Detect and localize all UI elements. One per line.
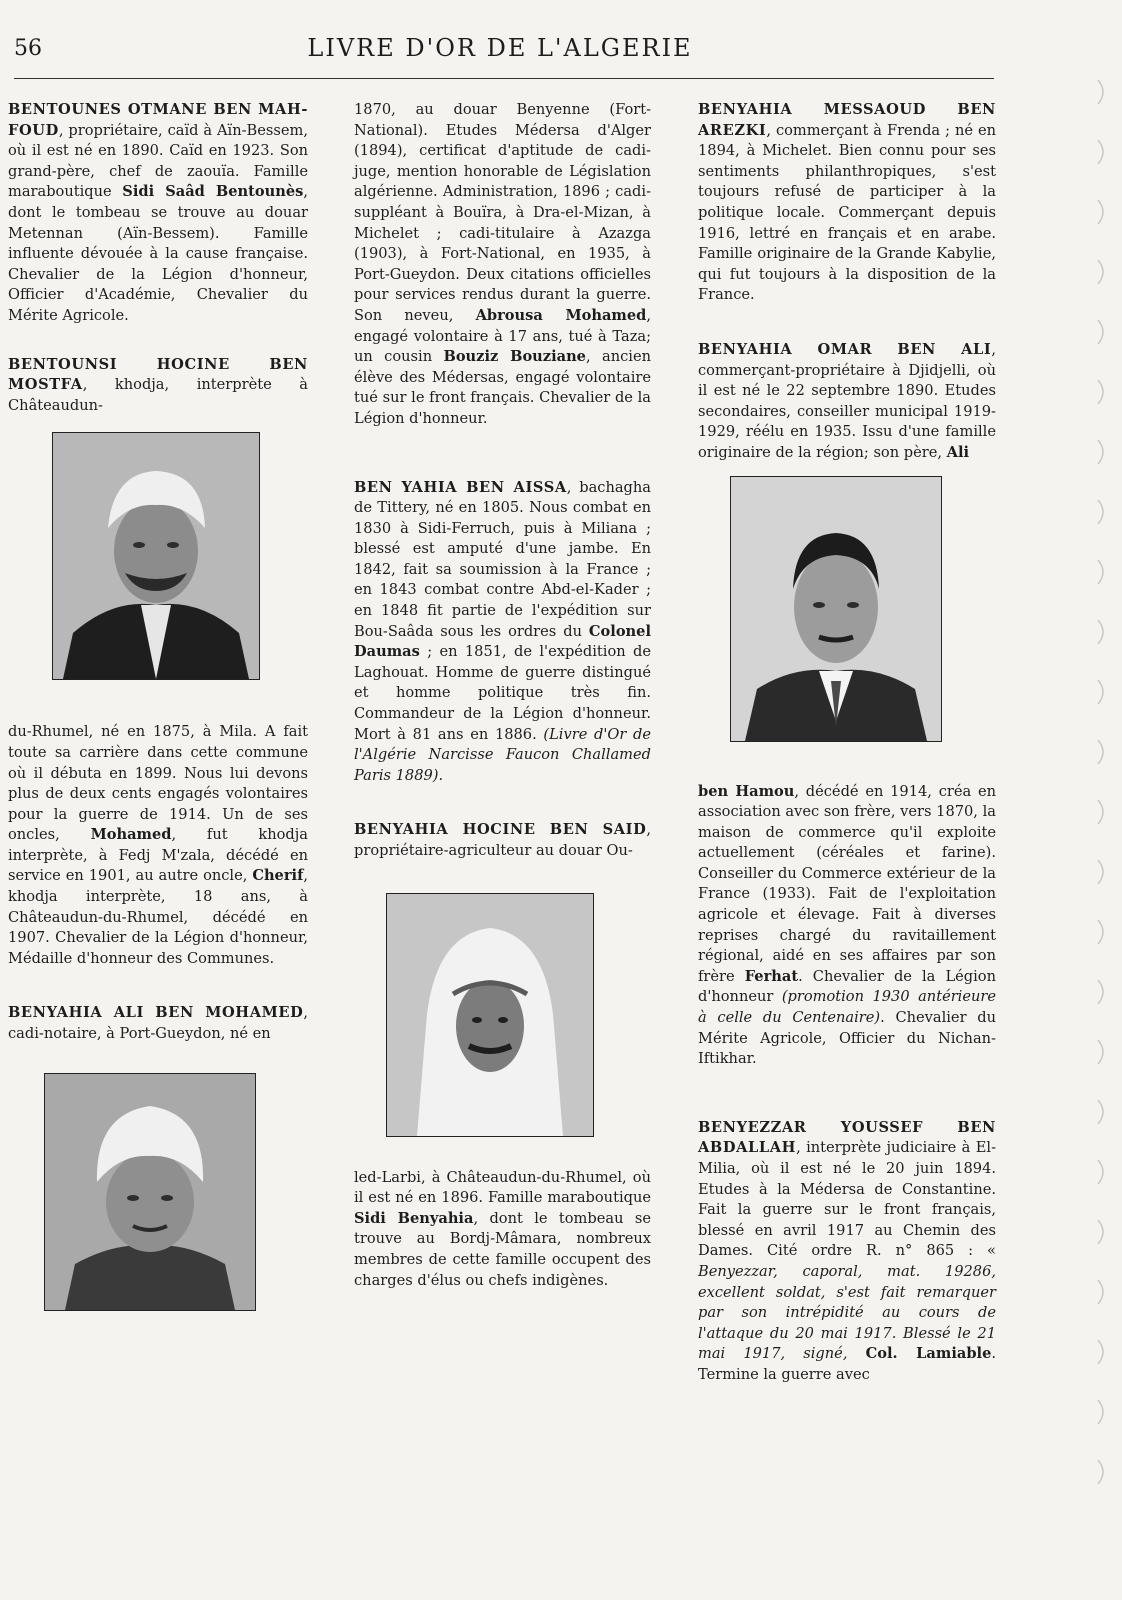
person-name: ben Hamou	[698, 782, 795, 800]
entry-benyahia-hocine	[354, 820, 651, 861]
header-rule	[14, 78, 994, 79]
entry-text: ; en 1851, de l'expédition de Laghouat. Homme de guerre distingué et homme politique très fin. Commandeur de la Légion d'honneur. Mort à 81 ans en 1886.	[354, 643, 651, 743]
entry-benyahia-omar	[698, 340, 996, 464]
person-name: Ferhat	[744, 967, 799, 985]
entry-text: , propriétaire, caïd à Aïn-Bessem, où il est né en 1890. Caïd en 1923. Son grand-père, chef de zaouïa. Famille maraboutique	[8, 121, 308, 201]
entry-text: . Chevalier du Mérite Agricole, Officier du Nichan-Iftikhar.	[698, 1009, 996, 1068]
entry-heading: BENTOUNSI HOCINE BEN MOSTFA	[8, 355, 308, 394]
entry-bentounsi-hocine	[8, 355, 308, 417]
entry-text: , cadi-notaire, à Port-Gueydon, né en	[8, 1004, 308, 1043]
running-title: LIVRE D'OR DE L'ALGERIE	[307, 34, 693, 62]
entry-text: , dont le tombeau se trouve au douar Metennan (Aïn-Bessem). Famille influente dévouée à la cause française. Chevalier de la Légion d'honneur, Officier d'Académie, Chevalier du Mérite Agricole.	[8, 183, 309, 324]
entry-text: led-Larbi, à Châteaudun-du-Rhumel, où il est né en 1896. Famille maraboutique	[354, 1168, 651, 1207]
entry-heading: BENYAHIA MESSAOUD BEN AREZKI	[698, 101, 996, 139]
entry-text: , bachagha de Tittery, né en 1805. Nous combat en 1830 à Sidi-Ferruch, puis à Miliana ; blessé est amputé d'une jambe. En 1842, fait sa soumission à la France ; en 1843 combat contre Abd-el-Kader ; en 1848 fit partie de l'expédition sur Bou-Saâda sous les ordres du	[354, 478, 651, 640]
entry-benyahia-hocine-continued	[354, 1168, 651, 1292]
entry-benyahia-ali	[8, 1003, 308, 1044]
citation-reference: (Livre d'Or de l'Algérie Narcisse Faucon Challamed Paris 1889).	[354, 725, 651, 784]
person-name: Sidi Saâd Bentounès	[122, 183, 304, 201]
column-3	[698, 100, 996, 1386]
entry-text: , engagé volontaire à 17 ans, tué à Taza; un cousin	[354, 306, 651, 366]
entry-text: , commerçant-propriétaire à Djidjelli, où il est né le 22 septembre 1890. Etudes secondaires, conseiller municipal 1919-1929, réélu en 1935. Issu d'une famille originaire de la région; son père,	[698, 340, 996, 461]
entry-bentounsi-hocine-continued	[8, 722, 308, 969]
portrait-photo-white-turban	[44, 1073, 256, 1311]
portrait-figure-icon	[387, 894, 593, 1136]
entry-text: , commerçant à Frenda ; né en 1894, à Michelet. Bien connu pour ses sentiments philanthropiques, s'est toujours refusé de participer à la politique locale. Commerçant depuis 1916, lettré en français et en arabe. Famille originaire de la Grande Kabylie, qui fut toujours à la disposition de la France.	[698, 121, 996, 304]
entry-heading: BENYEZZAR YOUSSEF BEN ABDALLAH	[698, 1118, 996, 1157]
portrait-photo-headscarf	[386, 893, 594, 1137]
entry-benyahia-omar-continued	[698, 782, 996, 1070]
person-name: Mohamed	[90, 826, 172, 844]
entry-text: , fut khodja interprète, à Fedj M'zala, décédé en service en 1901, au autre oncle,	[8, 826, 308, 885]
binder-margin-marks	[1082, 0, 1122, 1600]
entry-text: . Termine la guerre avec	[698, 1345, 997, 1383]
entry-text: , ancien élève des Médersas, engagé volontaire tué sur le front français. Chevalier de la Légion d'honneur.	[354, 348, 651, 427]
person-name: Colonel Daumas	[354, 622, 651, 661]
entry-text: , khodja, interprète à Châteaudun-	[8, 376, 308, 414]
entry-bentounes-otmane	[8, 100, 308, 327]
person-name: Ali	[946, 443, 970, 461]
entry-text: . Chevalier de la Légion d'honneur	[698, 967, 996, 1006]
entry-ben-yahia-ben-aissa	[354, 478, 651, 787]
entry-text: , interprète judiciaire à El-Milia, où il est né le 20 juin 1894. Etudes à la Médersa de Constantine. Fait la guerre sur le front français, blessé en avril 1917 au Chemin des Dames. Cité ordre R. n° 865 : «	[698, 1139, 996, 1260]
person-name: Abrousa Mohamed	[475, 306, 647, 324]
portrait-photo-turban-elder	[52, 432, 260, 680]
entry-benyezzar-youssef	[698, 1118, 996, 1386]
entry-text: , khodja interprète, 18 ans, à Châteaudun-du-Rhumel, décédé en 1907. Chevalier de la Légion d'honneur, Médaille d'honneur des Communes.	[8, 867, 308, 967]
entry-text: 1870, au douar Benyenne (Fort-National). Etudes Médersa d'Alger (1894), certificat d'aptitude de cadi-juge, mention honorable de Législation algérienne. Administration, 1896 ; cadi-suppléant à Bouïra, à Dra-el-Mizan, à Michelet ; cadi-titulaire à Azazga (1903), à Fort-National, en 1935, à Port-Gueydon. Deux citations officielles pour services rendus durant la guerre. Son neveu,	[354, 101, 651, 324]
entry-heading: BEN YAHIA BEN AISSA	[354, 478, 567, 496]
promotion-note: (promotion 1930 antérieure à celle du Centenaire)	[698, 988, 996, 1027]
entry-heading: BENYAHIA ALI BEN MOHAMED	[8, 1004, 304, 1022]
entry-heading: BENYAHIA HOCINE BEN SAID	[354, 821, 647, 839]
entry-text: , propriétaire-agriculteur au douar Ou-	[354, 821, 651, 859]
entry-heading: BENTOUNES OTMANE BEN MAH-FOUD	[8, 101, 308, 139]
person-name: Sidi Benyahia	[354, 1209, 474, 1227]
person-name: Col. Lamiable	[865, 1345, 992, 1363]
entry-benyahia-ali-continued	[354, 100, 651, 430]
entry-text: , décédé en 1914, créa en association avec son frère, vers 1870, la maison de commerce qu'il exploite actuellement (céréales et farine). Conseiller du Commerce extérieur de la France (1933). Fait de l'exploitation agricole et élevage. Fait à diverses reprises chargé du ravitaillement régional, aidé en ses affaires par son frère	[698, 782, 996, 985]
person-name: Bouziz Bouziane	[443, 348, 586, 366]
entry-text: , dont le tombeau se trouve au Bordj-Mâmara, nombreux membres de cette famille occupent des charges d'élus ou chefs indigènes.	[354, 1209, 651, 1289]
portrait-figure-icon	[53, 433, 259, 679]
entry-heading: BENYAHIA OMAR BEN ALI	[698, 340, 992, 358]
entry-benyahia-messaoud	[698, 100, 996, 306]
portrait-figure-icon	[731, 477, 941, 741]
portrait-figure-icon	[45, 1074, 255, 1310]
portrait-photo-suit	[730, 476, 942, 742]
person-name: Cherif	[252, 867, 304, 885]
citation-quote: Benyezzar, caporal, mat. 19286, excellent soldat, s'est fait remarquer par son intrépidité au cours de l'attaque du 20 mai 1917. Blessé le 21 mai 1917, signé,	[698, 1262, 996, 1363]
entry-text: du-Rhumel, né en 1875, à Mila. A fait toute sa carrière dans cette commune où il débuta en 1899. Nous lui devons plus de deux cents engagés volontaires pour la guerre de 1914. Un de ses oncles,	[8, 723, 308, 844]
page-number: 56	[14, 36, 42, 61]
